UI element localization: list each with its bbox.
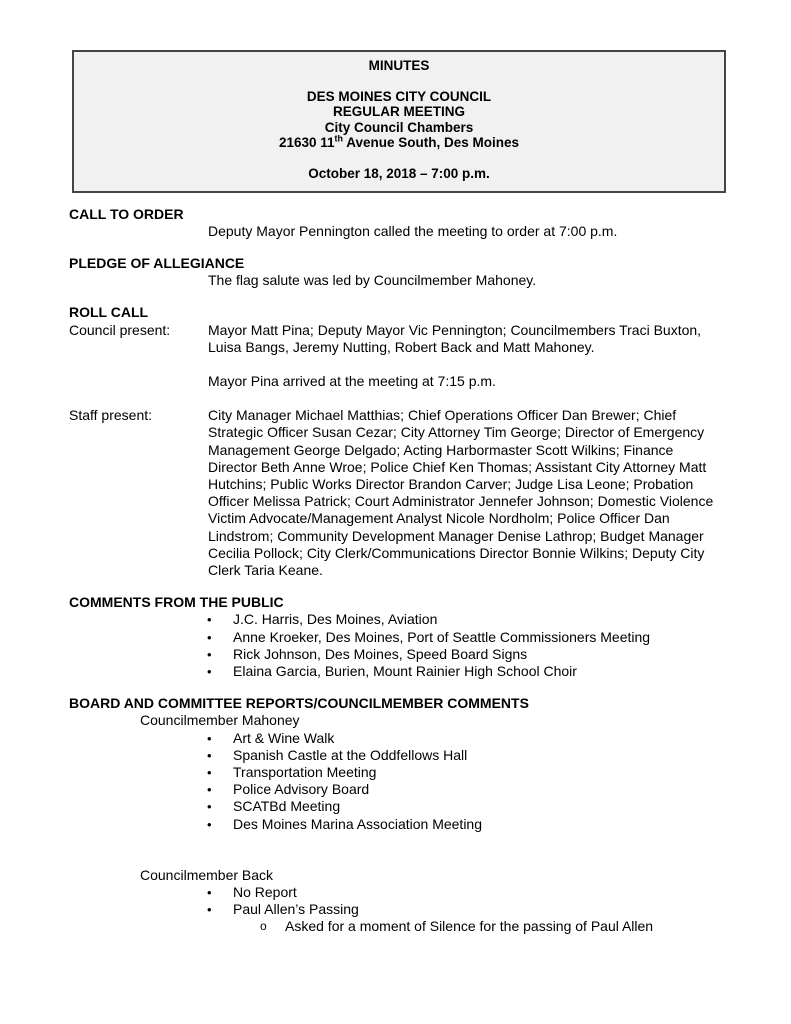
member-name-mahoney: Councilmember Mahoney xyxy=(140,712,300,729)
public-comment-text: J.C. Harris, Des Moines, Aviation xyxy=(233,611,438,628)
bullet-icon: • xyxy=(207,885,212,901)
public-comment-text: Elaina Garcia, Burien, Mount Rainier High School Choir xyxy=(233,663,577,680)
list-item xyxy=(69,764,727,781)
meeting-datetime: October 18, 2018 – 7:00 p.m. xyxy=(308,165,490,181)
bullet-icon: • xyxy=(207,730,212,746)
council-present-row xyxy=(69,322,727,356)
meeting-type: REGULAR MEETING xyxy=(332,104,465,120)
meeting-address xyxy=(84,135,714,151)
call-to-order-heading: CALL TO ORDER xyxy=(69,205,184,222)
staff-present-row xyxy=(69,407,727,579)
mahoney-report-text: SCATBd Meeting xyxy=(233,798,341,815)
board-reports-heading: BOARD AND COMMITTEE REPORTS/COUNCILMEMBER COMMENTS xyxy=(69,695,529,712)
list-item xyxy=(69,816,727,833)
bullet-icon: • xyxy=(207,646,212,662)
list-item xyxy=(69,798,727,815)
list-item xyxy=(69,781,727,798)
list-item xyxy=(69,663,727,680)
mahoney-report-text: Art & Wine Walk xyxy=(233,729,335,746)
bullet-icon: • xyxy=(207,782,212,798)
mahoney-report-text: Police Advisory Board xyxy=(233,781,370,798)
mayor-arrival-note: Mayor Pina arrived at the meeting at 7:15 p.m. xyxy=(208,372,496,389)
header-box xyxy=(72,50,726,193)
section-public-comments xyxy=(69,594,727,680)
list-item xyxy=(69,611,727,628)
bullet-icon: • xyxy=(207,799,212,815)
staff-present-label: Staff present: xyxy=(69,407,153,424)
sub-bullet-icon: o xyxy=(260,919,267,934)
section-board-reports xyxy=(69,695,727,935)
address-number: 21630 11 xyxy=(278,135,335,151)
doc-title: MINUTES xyxy=(368,58,430,73)
pledge-heading: PLEDGE OF ALLEGIANCE xyxy=(69,254,245,271)
list-item xyxy=(69,646,727,663)
public-comments-heading: COMMENTS FROM THE PUBLIC xyxy=(69,594,284,611)
mahoney-report-text: Spanish Castle at the Oddfellows Hall xyxy=(233,746,468,763)
list-item xyxy=(69,884,727,901)
mahoney-report-text: Transportation Meeting xyxy=(233,764,377,781)
mahoney-report-text: Des Moines Marina Association Meeting xyxy=(233,815,483,832)
address-ordinal-suffix: th xyxy=(334,133,344,144)
bullet-icon: • xyxy=(207,612,212,628)
council-present-value: Mayor Matt Pina; Deputy Mayor Vic Pennington; Councilmembers Traci Buxton, Luisa Bangs, Jeremy Nutting, Robert Back and Matt Mahoney. xyxy=(208,321,702,355)
bullet-icon: • xyxy=(207,629,212,645)
public-comment-text: Rick Johnson, Des Moines, Speed Board Signs xyxy=(233,645,528,662)
document-body xyxy=(69,206,727,936)
call-to-order-body: Deputy Mayor Pennington called the meeting to order at 7:00 p.m. xyxy=(208,222,618,239)
section-roll-call xyxy=(69,304,727,579)
list-sub-item xyxy=(69,918,727,935)
public-comment-text: Anne Kroeker, Des Moines, Port of Seattle Commissioners Meeting xyxy=(233,628,651,645)
list-item xyxy=(69,747,727,764)
section-call-to-order xyxy=(69,206,727,240)
pledge-body: The flag salute was led by Councilmember Mahoney. xyxy=(208,272,537,289)
address-rest: Avenue South, Des Moines xyxy=(343,135,520,151)
back-report-text: Paul Allen’s Passing xyxy=(233,901,359,918)
bullet-icon: • xyxy=(207,902,212,918)
roll-call-heading: ROLL CALL xyxy=(69,304,149,321)
back-report-text: No Report xyxy=(233,884,297,901)
council-present-label: Council present: xyxy=(69,321,171,338)
bullet-icon: • xyxy=(207,747,212,763)
list-item xyxy=(69,901,727,918)
meeting-location: City Council Chambers xyxy=(324,119,474,135)
staff-present-value: City Manager Michael Matthias; Chief Operations Officer Dan Brewer; Chief Strategic Officer Susan Cezar; City Attorney Tim George; Director of Emergency Management George Delgado; Acting Harbormaster Scott Wilkins; Finance Director Beth Anne Wroe; Police Chief Ken Thomas; Assistant City Attorney Matt Hutchins; Public Works Director Brandon Carver; Judge Lisa Leone; Probation Officer Melissa Patrick; Court Administrator Jennefer Johnson; Domestic Violence Victim Advocate/Management Analyst Nicole Nordholm; Police Officer Dan Lindstrom; Community Development Manager Denise Lathrop; Budget Manager Cecilia Pollock; City Clerk/Communications Director Bonnie Wilkins; Deputy City Clerk Taria Keane. xyxy=(208,407,714,579)
list-item xyxy=(69,629,727,646)
member-name-back: Councilmember Back xyxy=(140,866,274,883)
back-report-subtext: Asked for a moment of Silence for the passing of Paul Allen xyxy=(285,918,654,935)
list-item xyxy=(69,730,727,747)
bullet-icon: • xyxy=(207,765,212,781)
bullet-icon: • xyxy=(207,664,212,680)
section-pledge xyxy=(69,255,727,289)
bullet-icon: • xyxy=(207,816,212,832)
org-name: DES MOINES CITY COUNCIL xyxy=(306,88,492,104)
